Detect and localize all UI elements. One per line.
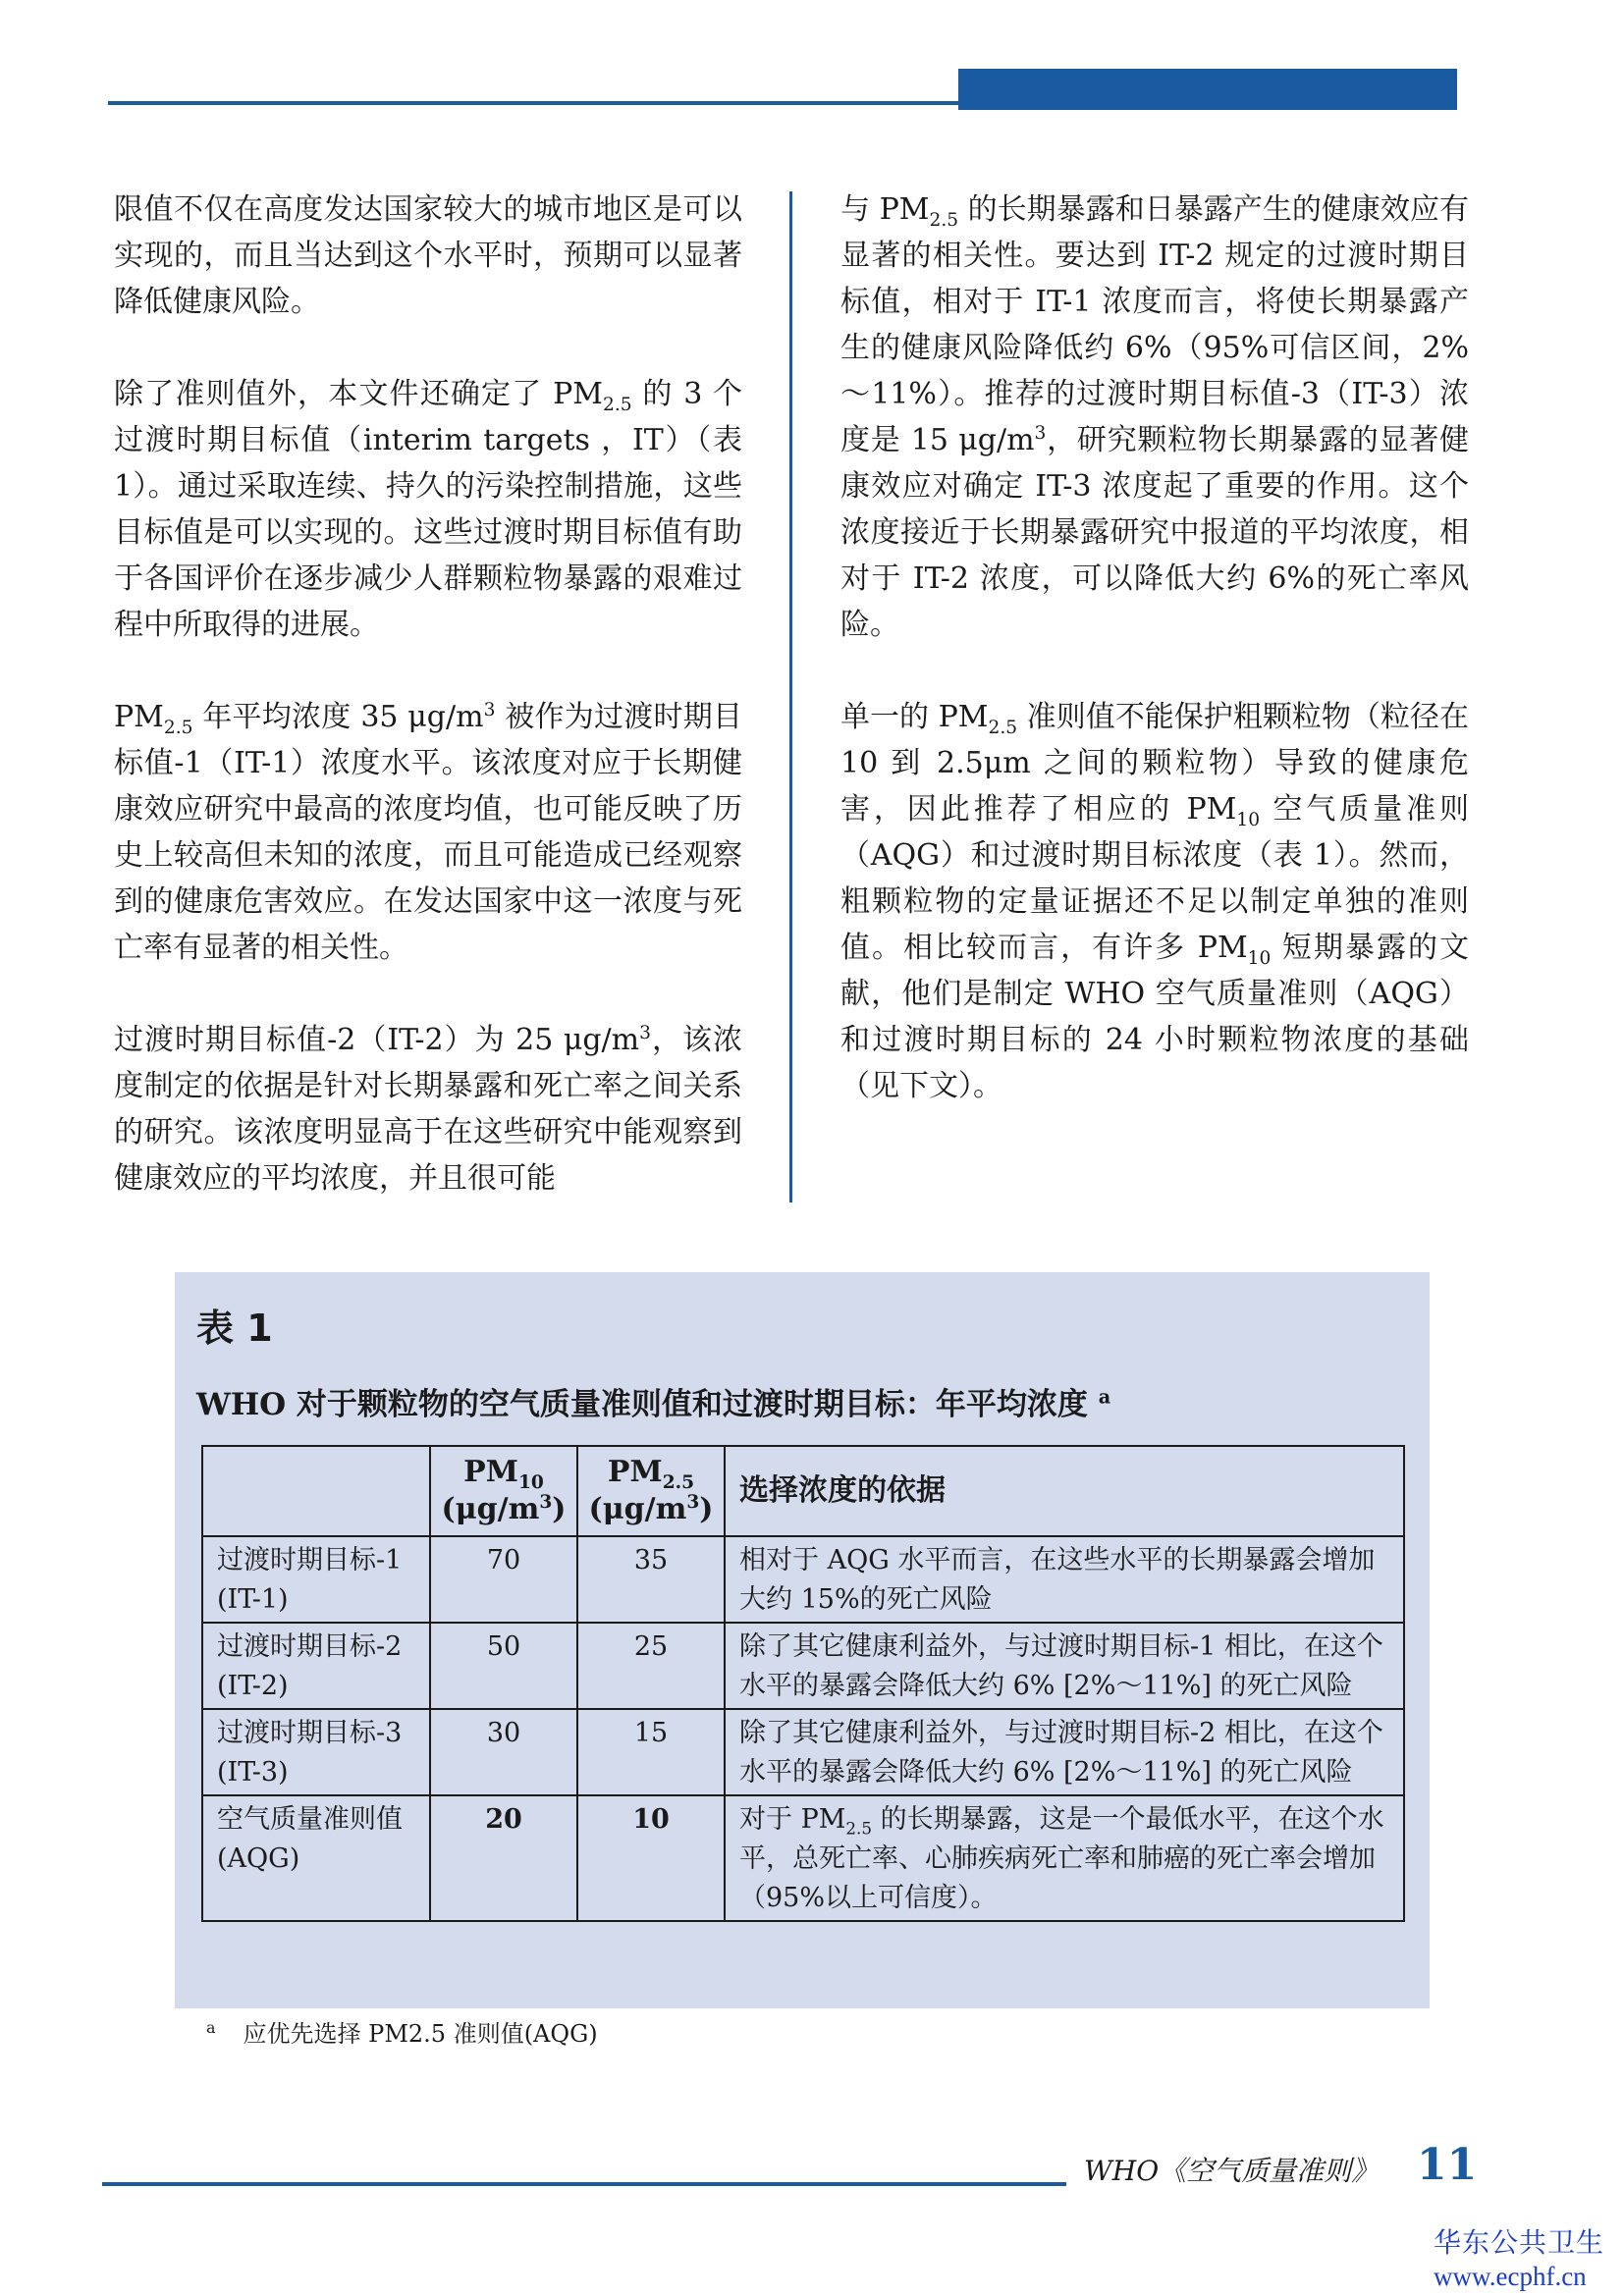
row-pm10: 50 (430, 1623, 577, 1709)
table-row (202, 1623, 1404, 1709)
row-basis: 除了其它健康利益外，与过渡时期目标-1 相比，在这个水平的暴露会降低大约 6% [2%～11%] 的死亡风险 (725, 1623, 1404, 1709)
watermark-line-1: 华东公共卫生 (1434, 2226, 1605, 2259)
table-footnote (206, 2014, 598, 2049)
right-paragraph-2: 单一的 $PM_{2.5}$ 准则值不能保护粗颗粒物（粒径在 10 到 2.5μm 之间的颗粒物）导致的健康危害，因此推荐了相应的 $PM_{10}$ 空气质量准则（AQG）和过渡时期目标浓度（表 1）。然而，粗颗粒物的定量证据还不足以制定单独的准则值。相比较而言，有许多 $PM_{10}$ 短期暴露的文献，他们是制定 WHO 空气质量准则（AQG）和过渡时期目标的 24 小时颗粒物浓度的基础（见下文）。 (840, 700, 1469, 1103)
table-row (202, 1795, 1404, 1921)
aqg-table (201, 1445, 1405, 1922)
header-pm10: $PM_{10}$ $(\mu g/m^3)$ (430, 1446, 577, 1536)
row-pm10: 20 (430, 1795, 577, 1921)
right-column (840, 187, 1469, 1155)
row-pm25: 15 (577, 1709, 725, 1795)
row-pm25: 35 (577, 1536, 725, 1623)
left-paragraph-4: 过渡时期目标值-2（IT-2）为 25 $\mu g/m^3$，该浓度制定的依据是针对长期暴露和死亡率之间关系的研究。该浓度明显高于在这些研究中能观察到健康效应的平均浓度，并且很可能 (114, 1023, 742, 1196)
table-caption: WHO 对于颗粒物的空气质量准则值和过渡时期目标：年平均浓度 $^a$ (196, 1385, 1111, 1422)
right-paragraph-1: 与 $PM_{2.5}$ 的长期暴露和日暴露产生的健康效应有显著的相关性。要达到 IT-2 规定的过渡时期目标值，相对于 IT-1 浓度而言，将使长期暴露产生的健康风险降低约 6%（95%可信区间，2%～11%）。推荐的过渡时期目标值-3（IT-3）浓度是 15 $\mu g/m^3$，研究颗粒物长期暴露的显著健康效应对确定 IT-3 浓度起了重要的作用。这个浓度接近于长期暴露研究中报道的平均浓度，相对于 IT-2 浓度，可以降低大约 6%的死亡率风险。 (840, 192, 1469, 642)
footnote-text: 应优先选择 PM2.5 准则值(AQG) (243, 2020, 598, 2048)
header-empty-cell (202, 1446, 430, 1536)
header-block (958, 69, 1457, 110)
left-paragraph-1: 限值不仅在高度发达国家较大的城市地区是可以实现的，而且当达到这个水平时，预期可以显著降低健康风险。 (114, 192, 742, 319)
footer-rule (102, 2182, 1066, 2186)
row-name: 空气质量准则值 (AQG) (202, 1795, 430, 1921)
watermark (1434, 2226, 1604, 2293)
row-name: 过渡时期目标-3 (IT-3) (202, 1709, 430, 1795)
row-pm25: 10 (577, 1795, 725, 1921)
header-basis: 选择浓度的依据 (725, 1446, 1404, 1536)
row-basis: 相对于 AQG 水平而言，在这些水平的长期暴露会增加大约 15%的死亡风险 (725, 1536, 1404, 1623)
left-paragraph-3: $PM_{2.5}$ 年平均浓度 35 $\mu g/m^3$ 被作为过渡时期目标值-1（IT-1）浓度水平。该浓度对应于长期健康效应研究中最高的浓度均值，也可能反映了历史上较高但未知的浓度，而且可能造成已经观察到的健康危害效应。在发达国家中这一浓度与死亡率有显著的相关性。 (114, 700, 742, 965)
header-pm25: $PM_{2.5}$ $(\mu g/m^3)$ (577, 1446, 725, 1536)
row-name: 过渡时期目标-2 (IT-2) (202, 1623, 430, 1709)
row-basis: 对于 $PM_{2.5}$ 的长期暴露，这是一个最低水平，在这个水平，总死亡率、心肺疾病死亡率和肺癌的死亡率会增加（95%以上可信度）。 (725, 1795, 1404, 1921)
table-header-row (202, 1446, 1404, 1536)
table-row (202, 1536, 1404, 1623)
row-basis: 除了其它健康利益外，与过渡时期目标-2 相比，在这个水平的暴露会降低大约 6% [2%～11%] 的死亡风险 (725, 1709, 1404, 1795)
row-pm10: 70 (430, 1536, 577, 1623)
column-divider (789, 191, 792, 1202)
left-paragraph-2: 除了准则值外，本文件还确定了 $PM_{2.5}$ 的 3 个过渡时期目标值（interim targets ，IT）（表 1）。通过采取连续、持久的污染控制措施，这些目标值是可以实现的。这些过渡时期目标值有助于各国评价在逐步减少人群颗粒物暴露的艰难过程中所取得的进展。 (114, 377, 742, 642)
left-column (114, 187, 742, 1248)
header-rule (108, 101, 958, 105)
row-name: 过渡时期目标-1 (IT-1) (202, 1536, 430, 1623)
table-label: 表 1 (196, 1307, 273, 1350)
footer-title: WHO《空气质量准则》 (1084, 2155, 1380, 2187)
watermark-line-2: www.ecphf.cn (1434, 2262, 1587, 2291)
footnote-mark: a (206, 2018, 216, 2037)
page-number: 11 (1417, 2140, 1478, 2190)
row-pm25: 25 (577, 1623, 725, 1709)
table-row (202, 1709, 1404, 1795)
row-pm10: 30 (430, 1709, 577, 1795)
